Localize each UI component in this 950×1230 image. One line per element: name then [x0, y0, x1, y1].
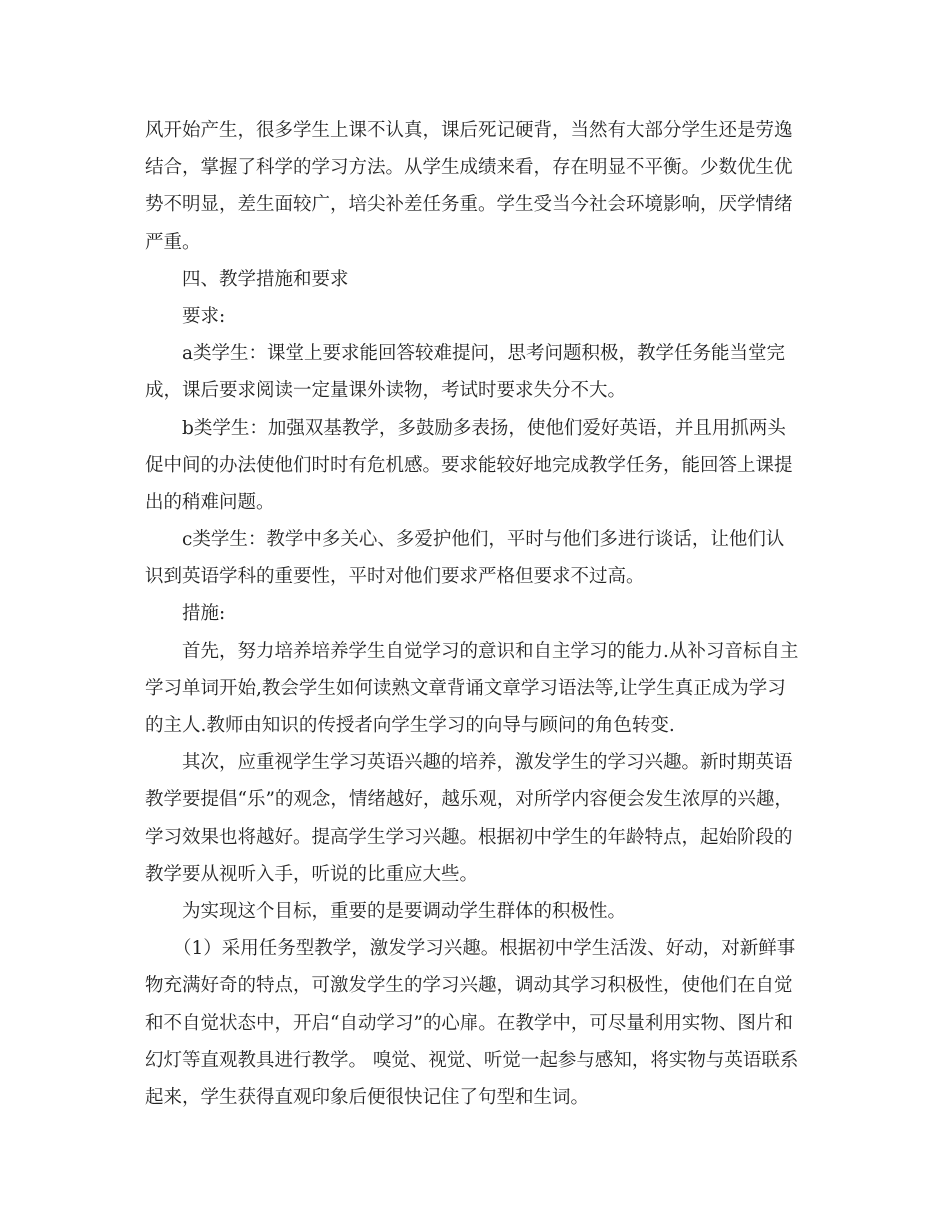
text-line: 促中间的办法使他们时时有危机感。要求能较好地完成教学任务，能回答上课提	[145, 454, 793, 476]
text-line: 教学要提倡“乐”的观念，情绪越好，越乐观，对所学内容便会发生浓厚的兴趣，	[145, 789, 793, 811]
text-line: 识到英语学科的重要性，平时对他们要求严格但要求不过高。	[145, 566, 645, 588]
section-heading: 四、教学措施和要求	[182, 268, 349, 290]
text-line: 成，课后要求阅读一定量课外读物，考试时要求失分不大。	[145, 380, 627, 402]
text-line: 学习效果也将越好。提高学生学习兴趣。根据初中学生的年龄特点，起始阶段的	[145, 826, 793, 848]
text-line: 其次，应重视学生学习英语兴趣的培养，激发学生的学习兴趣。新时期英语	[182, 752, 793, 774]
text-line: 学习单词开始,教会学生如何读熟文章背诵文章学习语法等,让学生真正成为学习	[145, 677, 786, 699]
text-line: 出的稍难问题。	[145, 491, 275, 513]
text-line: 严重。	[145, 231, 201, 253]
subheading-measures: 措施:	[182, 603, 226, 625]
document-body	[145, 112, 810, 1116]
text-line: 幻灯等直观教具进行教学。 嗅觉、视觉、听觉一起参与感知，将实物与英语联系	[145, 1049, 799, 1071]
text-line: 的主人.教师由知识的传授者向学生学习的向导与顾问的角色转变.	[145, 715, 675, 736]
text-line: 势不明显，差生面较广，培尖补差任务重。学生受当今社会环境影响，厌学情绪	[145, 194, 793, 216]
text-line: 风开始产生，很多学生上课不认真，课后死记硬背，当然有大部分学生还是劳逸	[145, 120, 793, 141]
text-line: 为实现这个目标，重要的是要调动学生群体的积极性。	[182, 900, 627, 922]
text-line: 起来，学生获得直观印象后便很快记住了句型和生词。	[145, 1086, 590, 1108]
text-line: a类学生：课堂上要求能回答较难提问，思考问题积极，教学任务能当堂完	[182, 343, 786, 365]
text-line: 和不自觉状态中，开启“自动学习”的心扉。在教学中，可尽量利用实物、图片和	[145, 1012, 793, 1034]
text-line: 教学要从视听入手，听说的比重应大些。	[145, 863, 479, 885]
text-line: c类学生：教学中多关心、多爱护他们，平时与他们多进行谈话，让他们认	[182, 529, 785, 551]
text-line: （1）采用任务型教学，激发学习兴趣。根据初中学生活泼、好动，对新鲜事	[173, 938, 796, 960]
subheading-requirements: 要求:	[182, 305, 226, 327]
text-line: b类学生：加强双基教学，多鼓励多表扬，使他们爱好英语，并且用抓两头	[182, 417, 786, 439]
text-line: 物充满好奇的特点，可激发学生的学习兴趣，调动其学习积极性，使他们在自觉	[145, 975, 793, 997]
text-line: 首先，努力培养培养学生自觉学习的意识和自主学习的能力.从补习音标自主	[182, 640, 799, 662]
text-line: 结合，掌握了科学的学习方法。从学生成绩来看，存在明显不平衡。少数优生优	[145, 157, 793, 179]
